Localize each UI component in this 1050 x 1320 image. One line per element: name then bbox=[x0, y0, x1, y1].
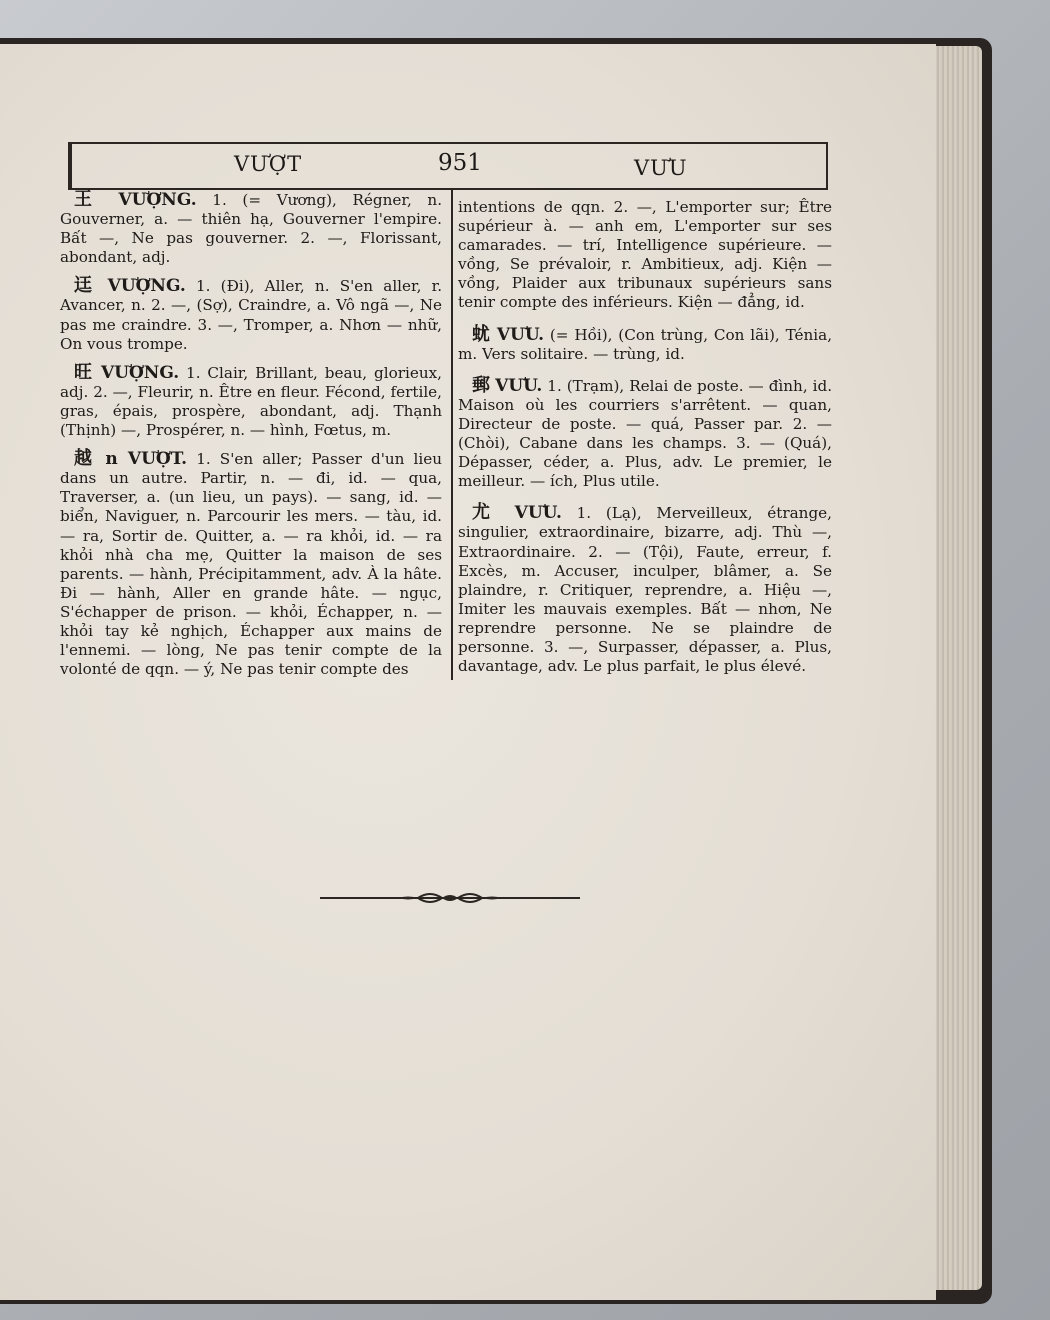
han-character: 蚘 bbox=[472, 323, 491, 345]
entry-headword: VƯỢNG. bbox=[100, 362, 180, 383]
dictionary-entry bbox=[458, 376, 832, 492]
running-header bbox=[68, 142, 828, 190]
entry-headword: VƯU. bbox=[514, 503, 562, 524]
entry-headword: VƯỢNG. bbox=[107, 276, 186, 297]
right-column bbox=[458, 198, 832, 688]
entry-definition: 1. (= Vương), Régner, n. Gouverner, a. — thiên hạ, Gouverner l'empire. Bất —, Ne pas gouverner. 2. —, Florissant, abondant, adj. bbox=[60, 191, 443, 267]
dictionary-entry bbox=[458, 325, 832, 364]
left-guide-word: VƯỢT bbox=[234, 152, 303, 176]
han-character: 郵 bbox=[472, 374, 491, 396]
page-edges bbox=[930, 46, 982, 1290]
entry-definition: 1. Clair, Brillant, beau, glorieux, adj. 2. —, Fleurir, n. Être en fleur. Fécond, fertile, gras, épais, prospère, abondant, adj. Thạnh (Thịnh) —, Prospérer, n. — hình, Fœtus, m. bbox=[60, 363, 443, 440]
entry-continuation: intentions de qqn. 2. —, L'emporter sur; Être supérieur à. — anh em, L'emporter sur ses camarades. — trí, Intelligence supérieure. — vồng, Se prévaloir, r. Ambitieux, adj. Kiện — vồng, Plaider aux tribunaux supérieurs sans tenir compte des inférieurs. Kiện — đẳng, id. bbox=[458, 198, 832, 312]
dictionary-entry bbox=[458, 503, 832, 676]
page-number: 951 bbox=[438, 150, 482, 176]
entry-definition: 1. (Trạm), Relai de poste. — đình, id. Maison où les courriers s'arrêtent. — quan, Directeur de poste. — quá, Passer par. 2. — (Chòi), Cabane dans les champs. 3. — (Quá), Dépasser, céder, a. Plus, adv. Le premier, le meilleur. — ích, Plus utile. bbox=[458, 376, 833, 491]
entry-definition: 1. (Đi), Aller, n. S'en aller, r. Avancer, n. 2. —, (Sợ), Craindre, a. Vô ngã —, Ne pas me craindre. 3. —, Tromper, a. Nhơn — nhữ, On vous trompe. bbox=[60, 277, 443, 353]
han-character: 越 bbox=[74, 448, 97, 470]
entry-headword: n VƯỢT. bbox=[105, 449, 188, 470]
dictionary-entry bbox=[60, 190, 442, 267]
entry-definition: (= Hồi), (Con trùng, Con lãi), Ténia, m. Vers solitaire. — trùng, id. bbox=[458, 325, 833, 363]
entry-definition: 1. S'en aller; Passer d'un lieu dans un autre. Partir, n. — đi, id. — qua, Traverser, a. (un lieu, un pays). — sang, id. — biển, Naviguer, n. Parcourir les mers. — tàu, id. — ra, Sortir de. Quitter, a. — ra khỏi, id. — ra khỏi nhà cha mẹ, Quitter la maison de ses parents. — hành, Précipitamment, adv. À la hâte. Đi — hành, Aller en grande hâte. — ngục, S'échapper de prison. — khỏi, Échapper, n. — khỏi tay kẻ nghịch, Échapper aux mains de l'ennemi. — lòng, Ne pas tenir compte de la volonté de qqn. — ý, Ne pas tenir compte des bbox=[60, 450, 443, 679]
column-divider bbox=[451, 190, 453, 680]
han-character: 尤 bbox=[472, 502, 500, 524]
dictionary-entry bbox=[60, 449, 442, 679]
entry-headword: VƯU. bbox=[496, 324, 545, 345]
left-column bbox=[60, 190, 442, 688]
han-character: 王 bbox=[74, 189, 103, 210]
end-ornament bbox=[318, 886, 582, 910]
entry-headword: VƯU. bbox=[495, 375, 543, 396]
han-character: 迋 bbox=[74, 275, 98, 297]
han-character: 旺 bbox=[74, 361, 95, 383]
entry-headword: VƯỢNG. bbox=[118, 190, 197, 210]
right-guide-word: VƯU bbox=[634, 156, 688, 180]
dictionary-entry bbox=[60, 276, 442, 353]
dictionary-entry bbox=[60, 363, 442, 440]
entry-definition: 1. (Lạ), Merveilleux, étrange, singulier, extraordinaire, bizarre, adj. Thù —, Extraordinaire. 2. — (Tội), Faute, erreur, f. Excès, m. Accuser, inculper, blâmer, a. Se plaindre, r. Critiquer, reprendre, a. Hiệu —, Imiter les mauvais exemples. Bất — nhơn, Ne reprendre personne. Ne se plaindre de personne. 3. —, Surpasser, dépasser, a. Plus, davantage, adv. Le plus parfait, le plus élevé. bbox=[458, 504, 833, 676]
